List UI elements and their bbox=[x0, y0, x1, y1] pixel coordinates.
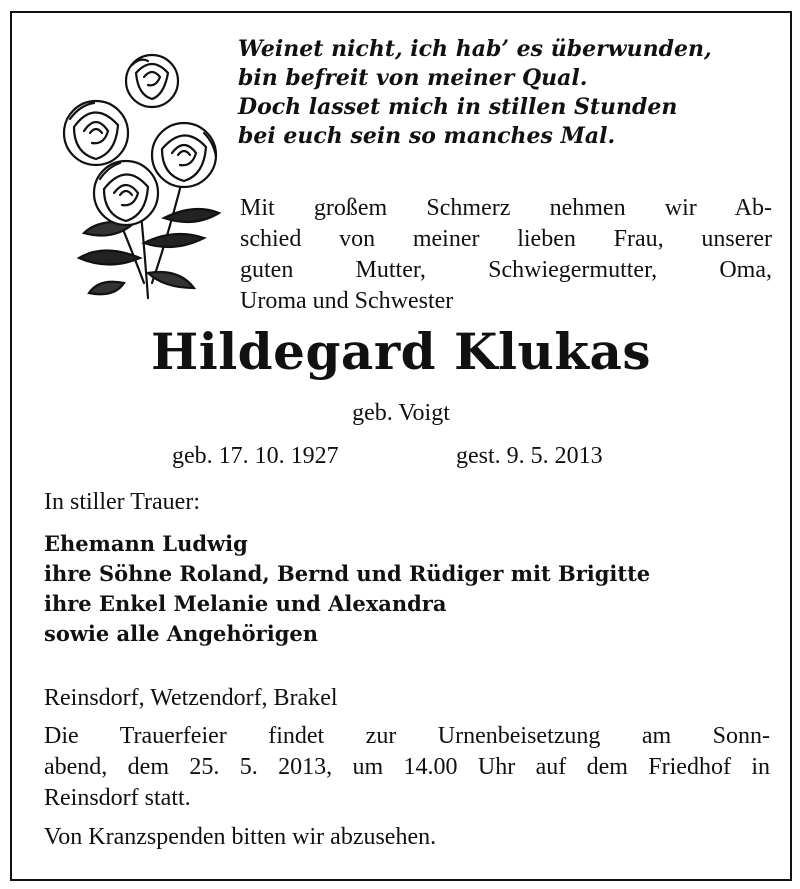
deceased-name: Hildegard Klukas bbox=[150, 322, 652, 381]
ceremony-line: Reinsdorf statt. bbox=[44, 785, 191, 811]
ceremony-line: abend, dem 25. 5. 2013, um 14.00 Uhr auf dem Friedhof in bbox=[44, 754, 770, 780]
ceremony-line: Die Trauerfeier findet zur Urnenbeisetzung am Sonn- bbox=[44, 723, 770, 749]
mourner-line: ihre Söhne Roland, Bernd und Rüdiger mit Brigitte bbox=[44, 561, 651, 586]
poem-line: bei euch sein so manches Mal. bbox=[238, 123, 616, 149]
intro-line: schied von meiner lieben Frau, unserer bbox=[240, 226, 772, 252]
mourner-line: Ehemann Ludwig bbox=[44, 531, 248, 556]
places: Reinsdorf, Wetzendorf, Brakel bbox=[44, 685, 338, 711]
wreath-note: Von Kranzspenden bitten wir abzusehen. bbox=[44, 824, 437, 850]
poem-line: Doch lasset mich in stillen Stunden bbox=[238, 94, 678, 120]
birth-name: geb. Voigt bbox=[352, 400, 450, 426]
birth-date: geb. 17. 10. 1927 bbox=[172, 443, 339, 469]
intro-line: Uroma und Schwester bbox=[240, 288, 454, 314]
death-date: gest. 9. 5. 2013 bbox=[456, 443, 603, 469]
intro-text bbox=[240, 193, 772, 317]
mourners-list bbox=[44, 529, 784, 649]
roses-illustration-icon bbox=[44, 43, 234, 303]
obituary-frame bbox=[10, 11, 792, 881]
intro-line: Mit großem Schmerz nehmen wir Ab- bbox=[240, 195, 772, 221]
poem-line: bin befreit von meiner Qual. bbox=[238, 65, 588, 91]
mourner-line: ihre Enkel Melanie und Alexandra bbox=[44, 591, 447, 616]
mourning-label: In stiller Trauer: bbox=[44, 489, 200, 515]
mourner-line: sowie alle Angehörigen bbox=[44, 621, 319, 646]
poem bbox=[238, 35, 778, 151]
ceremony-text bbox=[44, 721, 770, 814]
intro-line: guten Mutter, Schwiegermutter, Oma, bbox=[240, 257, 772, 283]
poem-line: Weinet nicht, ich hab’ es überwunden, bbox=[238, 36, 712, 62]
